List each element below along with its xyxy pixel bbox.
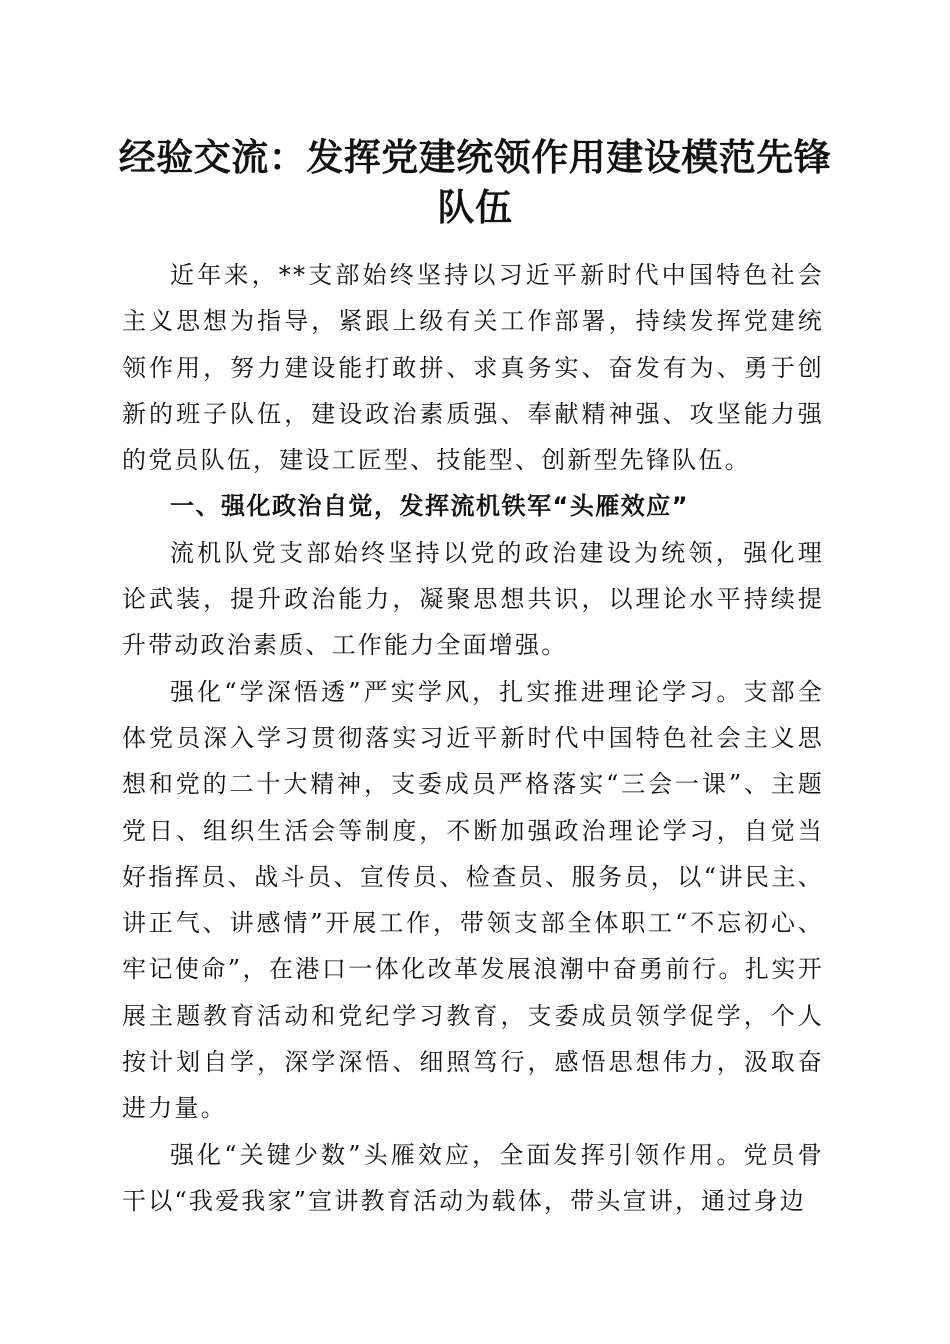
- section-1-paragraph-3: 强化“关键少数”头雁效应，全面发挥引领作用。党员骨干以“我爱我家”宣讲教育活动为载体，带头宣讲，通过身边: [122, 1140, 824, 1215]
- section-heading-1: 一、强化政治自觉，发挥流机铁军“头雁效应”: [170, 492, 690, 521]
- section-1-paragraph-1: 流机队党支部始终坚持以党的政治建设为统领，强化理论武装，提升政治能力，凝聚思想共识，以理论水平持续提升带动政治素质、工作能力全面增强。: [122, 538, 824, 660]
- document-title: 经验交流：发挥党建统领作用建设模范先锋队伍: [118, 135, 832, 229]
- document-body: [122, 252, 824, 1224]
- section-1-paragraph-2: 强化“学深悟透”严实学风，扎实推进理论学习。支部全体党员深入学习贯彻落实习近平新时代中国特色社会主义思想和党的二十大精神，支委成员严格落实“三会一课”、主题党日、组织生活会等制度，不断加强政治理论学习，自觉当好指挥员、战斗员、宣传员、检查员、服务员，以“讲民主、讲正气、讲感情”开展工作，带领支部全体职工“不忘初心、牢记使命”，在港口一体化改革发展浪潮中奋勇前行。扎实开展主题教育活动和党纪学习教育，支委成员领学促学，个人按计划自学，深学深悟、细照笃行，感悟思想伟力，汲取奋进力量。: [122, 677, 824, 1123]
- intro-paragraph: 近年来，**支部始终坚持以习近平新时代中国特色社会主义思想为指导，紧跟上级有关工作部署，持续发挥党建统领作用，努力建设能打敢拼、求真务实、奋发有为、勇于创新的班子队伍，建设政治素质强、奉献精神强、攻坚能力强的党员队伍，建设工匠型、技能型、创新型先锋队伍。: [122, 261, 824, 475]
